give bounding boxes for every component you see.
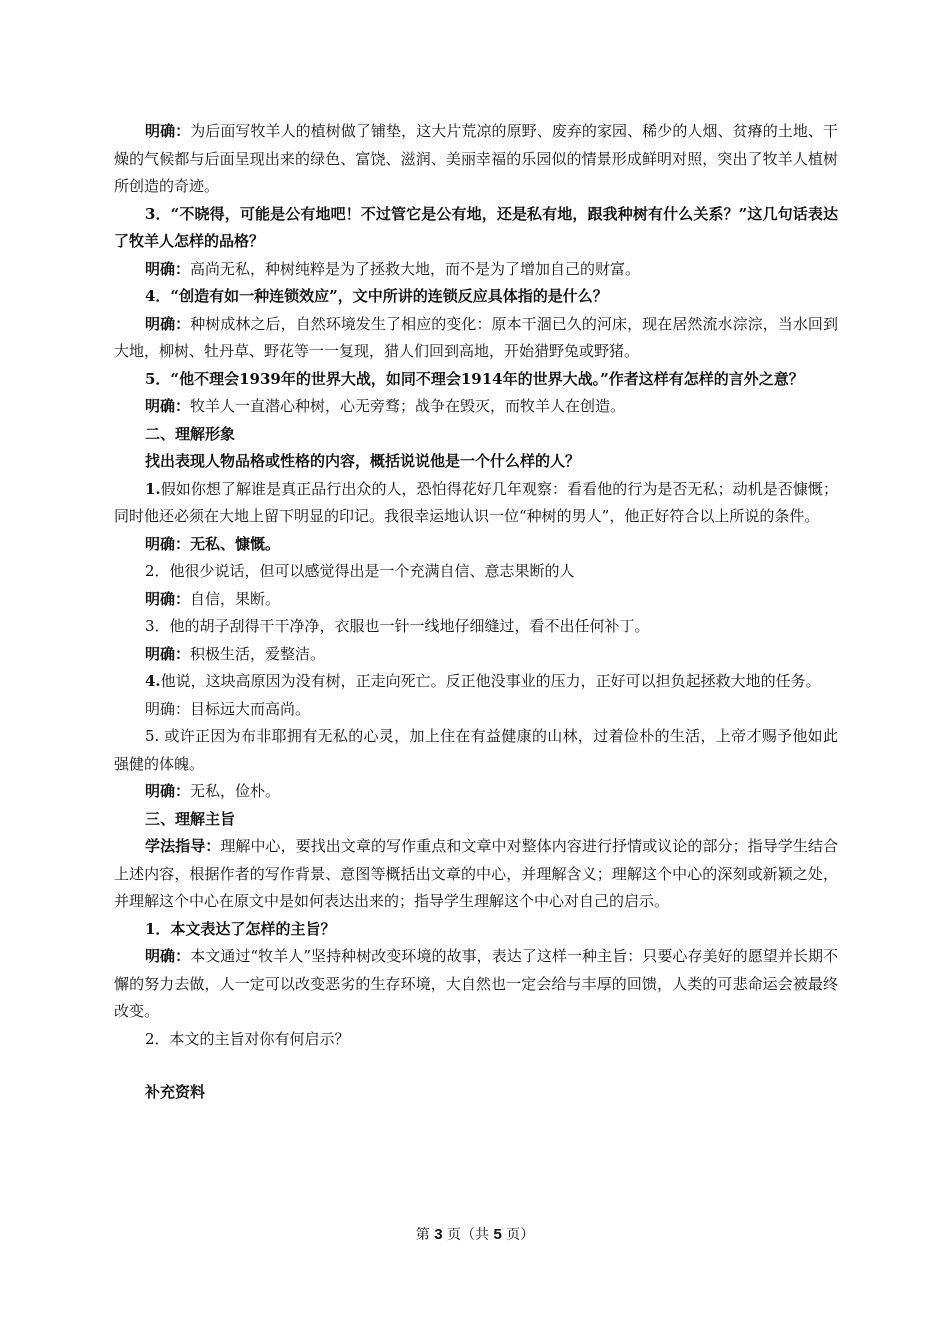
paragraph-text: 为后面写牧羊人的植树做了铺垫，这大片荒凉的原野、废弃的家园、稀少的人烟、贫瘠的土地、干燥的气候都与后面呈现出来的绿色、富饶、滋润、美丽幸福的乐园似的情景形成鲜明对照，突出了牧羊人植树所创造的奇迹。 (114, 122, 838, 195)
footer-page-number: 3 (434, 1226, 443, 1243)
footer-middle: 页（共 (442, 1227, 494, 1243)
paragraph-label: 明确： (145, 397, 191, 415)
paragraph-label: 明确： (145, 589, 191, 608)
paragraph-label: 明确： (145, 259, 191, 278)
footer-suffix: 页） (501, 1227, 535, 1243)
document-body (114, 118, 838, 1107)
paragraph (114, 1026, 838, 1054)
paragraph (114, 283, 838, 311)
paragraph-label: 1. (145, 479, 161, 498)
paragraph-text: 2．本文的主旨对你有何启示？ (145, 1029, 350, 1048)
paragraph (114, 586, 838, 614)
paragraph-label: 明确： (145, 644, 191, 663)
paragraph (114, 311, 838, 366)
footer-total-pages: 5 (493, 1226, 502, 1243)
paragraph-text: 3．他的胡子刮得干干净净，衣服也一针一线地仔细缝过，看不出任何补丁。 (145, 617, 650, 635)
paragraph-text: 假如你想了解谁是真正品行出众的人，恐怕得花好几年观察：看看他的行为是否无私；动机是否慷慨；同时他还必须在大地上留下明显的印记。我很幸运地认识一位“种树的男人”，他正好符合以上所说的条件。 (114, 479, 838, 525)
paragraph (114, 531, 838, 559)
paragraph (114, 421, 838, 449)
paragraph (114, 256, 838, 284)
paragraph (114, 476, 838, 531)
paragraph (114, 723, 838, 778)
paragraph-text: 2．他很少说话，但可以感觉得出是一个充满自信、意志果断的人 (145, 562, 575, 580)
paragraph-label: 明确： (145, 534, 191, 553)
paragraph-text: 牧羊人一直潜心种树，心无旁骛；战争在毁灭，而牧羊人在创造。 (190, 397, 626, 415)
paragraph (114, 118, 838, 201)
bold-heading: 补充资料 (145, 1083, 206, 1101)
paragraph-text: 无私、慷慨。 (190, 534, 281, 553)
paragraph (114, 641, 838, 669)
paragraph (114, 778, 838, 806)
paragraph-text: 明确：目标远大而高尚。 (145, 699, 311, 718)
paragraph-label: 明确： (145, 314, 191, 333)
footer-prefix: 第 (415, 1227, 435, 1243)
paragraph (114, 201, 838, 256)
paragraph (114, 806, 838, 834)
bold-heading: 1．本文表达了怎样的主旨？ (145, 919, 336, 938)
paragraph-label: 明确： (145, 947, 191, 965)
paragraph-label: 明确： (145, 122, 191, 140)
paragraph (114, 916, 838, 944)
bold-heading: 三、理解主旨 (145, 809, 236, 828)
paragraph-text: 理解中心，要找出文章的写作重点和文章中对整体内容进行抒情或议论的部分；指导学生结合上述内容，根据作者的写作背景、意图等概括出文章的中心，并理解含义；理解这个中心的深刻或新颖之处，并理解这个中心在原文中是如何表达出来的；指导学生理解这个中心对自己的启示。 (114, 837, 838, 910)
paragraph-text: 本文通过“牧羊人”坚持种树改变环境的故事，表达了这样一种主旨：只要心存美好的愿望并长期不懈的努力去做，人一定可以改变恶劣的生存环境，大自然也一定会给与丰厚的回馈，人类的可悲命运会被最终改变。 (114, 947, 838, 1020)
paragraph-text: 种树成林之后，自然环境发生了相应的变化：原本干涸已久的河床，现在居然流水淙淙，当水回到大地，柳树、牡丹草、野花等一一复现，猎人们回到高地，开始猎野兔或野猪。 (114, 314, 838, 360)
bold-heading: 4．“创造有如一种连锁效应”，文中所讲的连锁反应具体指的是什么？ (145, 287, 608, 305)
paragraph-label: 4. (145, 672, 161, 690)
page-footer (0, 1224, 950, 1244)
paragraph-label: 学法指导： (145, 837, 221, 855)
bold-heading: 找出表现人物品格或性格的内容，概括说说他是一个什么样的人？ (145, 452, 581, 470)
paragraph-text: 自信，果断。 (190, 589, 281, 608)
paragraph-text: 他说，这块高原因为没有树，正走向死亡。反正他没事业的压力，正好可以担负起拯救大地的任务。 (160, 672, 821, 690)
paragraph (114, 393, 838, 421)
paragraph-text: 5. 或许正因为布非耶拥有无私的心灵，加上住在有益健康的山林，过着俭朴的生活，上帝才赐予他如此强健的体魄。 (114, 727, 838, 773)
paragraph (114, 366, 838, 394)
paragraph (114, 558, 838, 586)
paragraph-text: 高尚无私，种树纯粹是为了拯救大地，而不是为了增加自己的财富。 (190, 259, 641, 278)
paragraph-label: 明确： (145, 782, 191, 800)
paragraph (114, 613, 838, 641)
bold-heading: 5．“他不理会1939年的世界大战，如同不理会1914年的世界大战。”作者这样有怎样的言外之意？ (145, 369, 804, 388)
bold-heading: 3．“不晓得，可能是公有地吧！不过管它是公有地，还是私有地，跟我种树有什么关系？”这几句话表达了牧羊人怎样的品格？ (114, 204, 838, 250)
paragraph-text: 积极生活，爱整洁。 (190, 644, 326, 663)
paragraph-text: 无私，俭朴。 (190, 782, 281, 800)
paragraph (114, 833, 838, 916)
paragraph (114, 448, 838, 476)
paragraph (114, 696, 838, 724)
bold-heading: 二、理解形象 (145, 424, 236, 443)
paragraph-gap (114, 1053, 838, 1079)
paragraph (114, 668, 838, 696)
paragraph (114, 1079, 838, 1107)
paragraph (114, 943, 838, 1026)
